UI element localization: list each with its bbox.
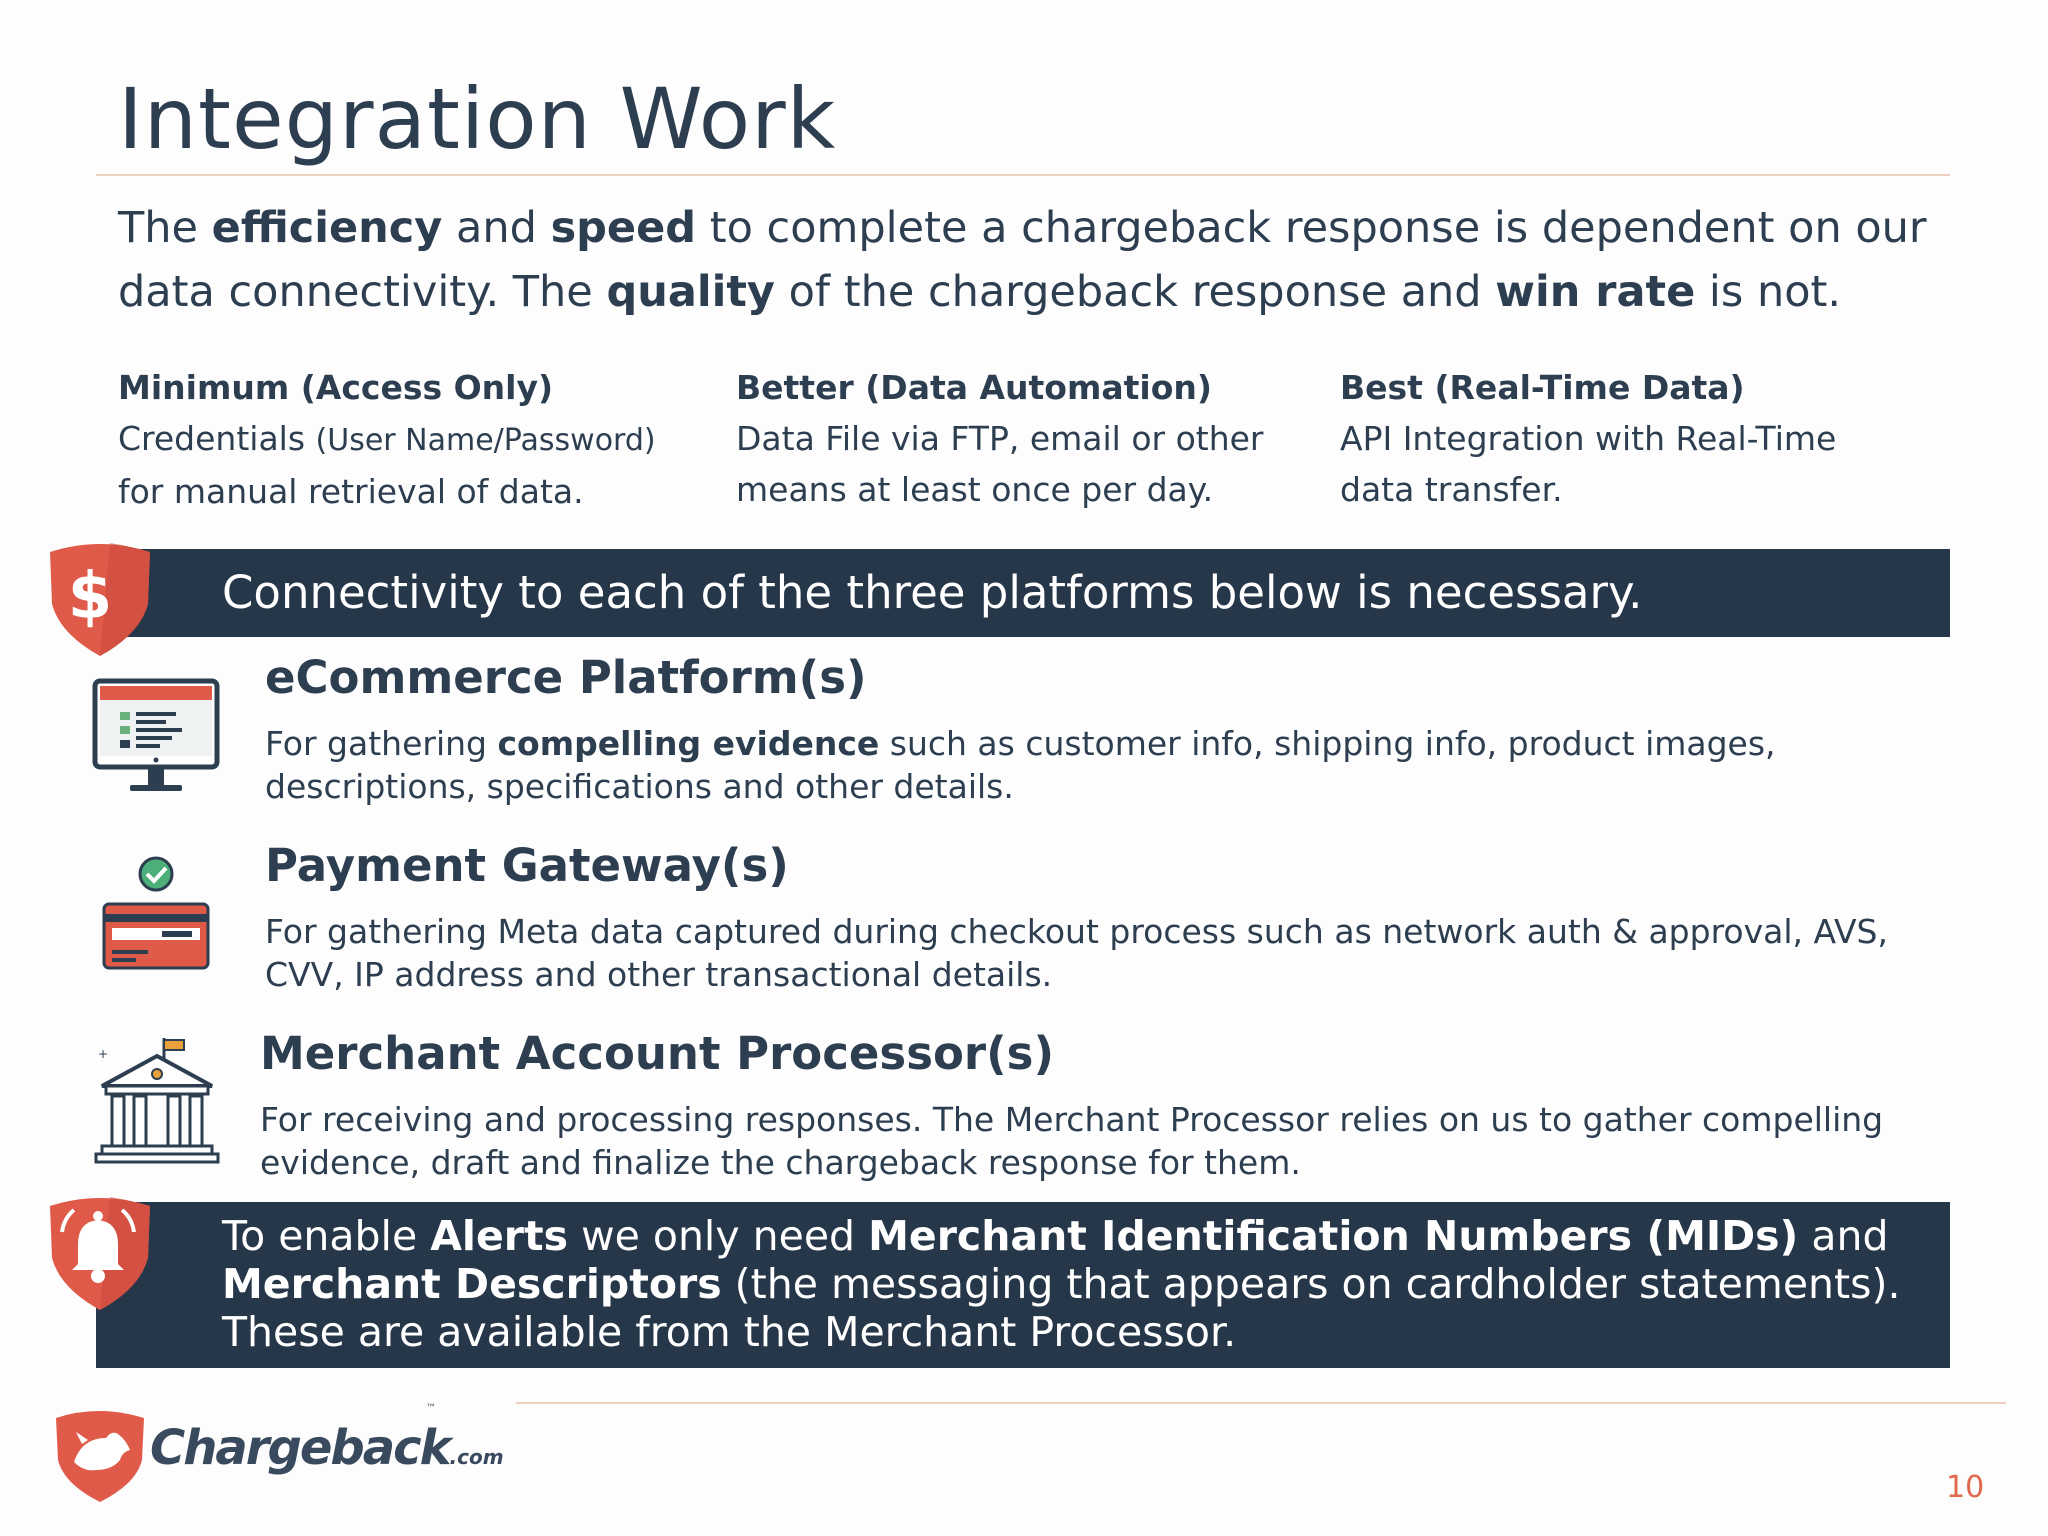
page-number: 10: [1946, 1470, 1985, 1505]
svg-text:+: +: [98, 1047, 109, 1061]
tier-line: Credentials (User Name/Password): [118, 419, 656, 458]
tier-heading: Better (Data Automation): [736, 368, 1212, 407]
tier-minimum: [118, 362, 656, 517]
alerts-banner-text: To enable Alerts we only need Merchant Identification Numbers (MIDs) and Merchant Descriptors (the messaging that appears on cardholder statements). These are available from the Merchant Processor.: [222, 1212, 1901, 1356]
tier-heading: Minimum (Access Only): [118, 368, 554, 407]
svg-text:$: $: [67, 560, 113, 634]
merchant-processor-title: Merchant Account Processor(s): [260, 1027, 1055, 1080]
tier-line: API Integration with Real-Time: [1340, 419, 1837, 458]
bell-shield-icon: [40, 1188, 160, 1312]
footer-divider: [516, 1402, 2006, 1404]
merchant-processor-description: For receiving and processing responses. The Merchant Processor relies on us to gather compelling evidence, draft and finalize the chargeback response for them.: [260, 1100, 1884, 1182]
credit-card-check-icon: [100, 856, 212, 972]
intro-paragraph: The efficiency and speed to complete a chargeback response is dependent on our data connectivity. The quality of the chargeback response and win rate is not.: [118, 203, 1927, 317]
connectivity-banner-text: Connectivity to each of the three platforms below is necessary.: [222, 566, 1643, 619]
tier-best: [1340, 362, 1836, 515]
tier-better: [736, 362, 1264, 515]
page-title: Integration Work: [118, 70, 837, 168]
title-divider: [96, 174, 1950, 176]
ecommerce-platform-description: For gathering compelling evidence such as customer info, shipping info, product images, descriptions, specifications and other details.: [265, 724, 1776, 806]
tier-line: means at least once per day.: [736, 470, 1214, 509]
monitor-icon: [92, 678, 220, 802]
tier-line: for manual retrieval of data.: [118, 472, 584, 511]
tier-line: data transfer.: [1340, 470, 1563, 509]
bank-building-icon: [94, 1036, 220, 1168]
trademark-mark: ™: [426, 1403, 436, 1414]
payment-gateway-description: For gathering Meta data captured during checkout process such as network auth & approval, AVS, CVV, IP address and other transactional details.: [265, 912, 1888, 994]
dollar-shield-icon: [40, 534, 160, 658]
logo-wordmark: Chargeback.com: [150, 1420, 504, 1476]
ecommerce-platform-title: eCommerce Platform(s): [265, 651, 867, 704]
payment-gateway-title: Payment Gateway(s): [265, 839, 789, 892]
tier-heading: Best (Real-Time Data): [1340, 368, 1745, 407]
tier-line: Data File via FTP, email or other: [736, 419, 1264, 458]
